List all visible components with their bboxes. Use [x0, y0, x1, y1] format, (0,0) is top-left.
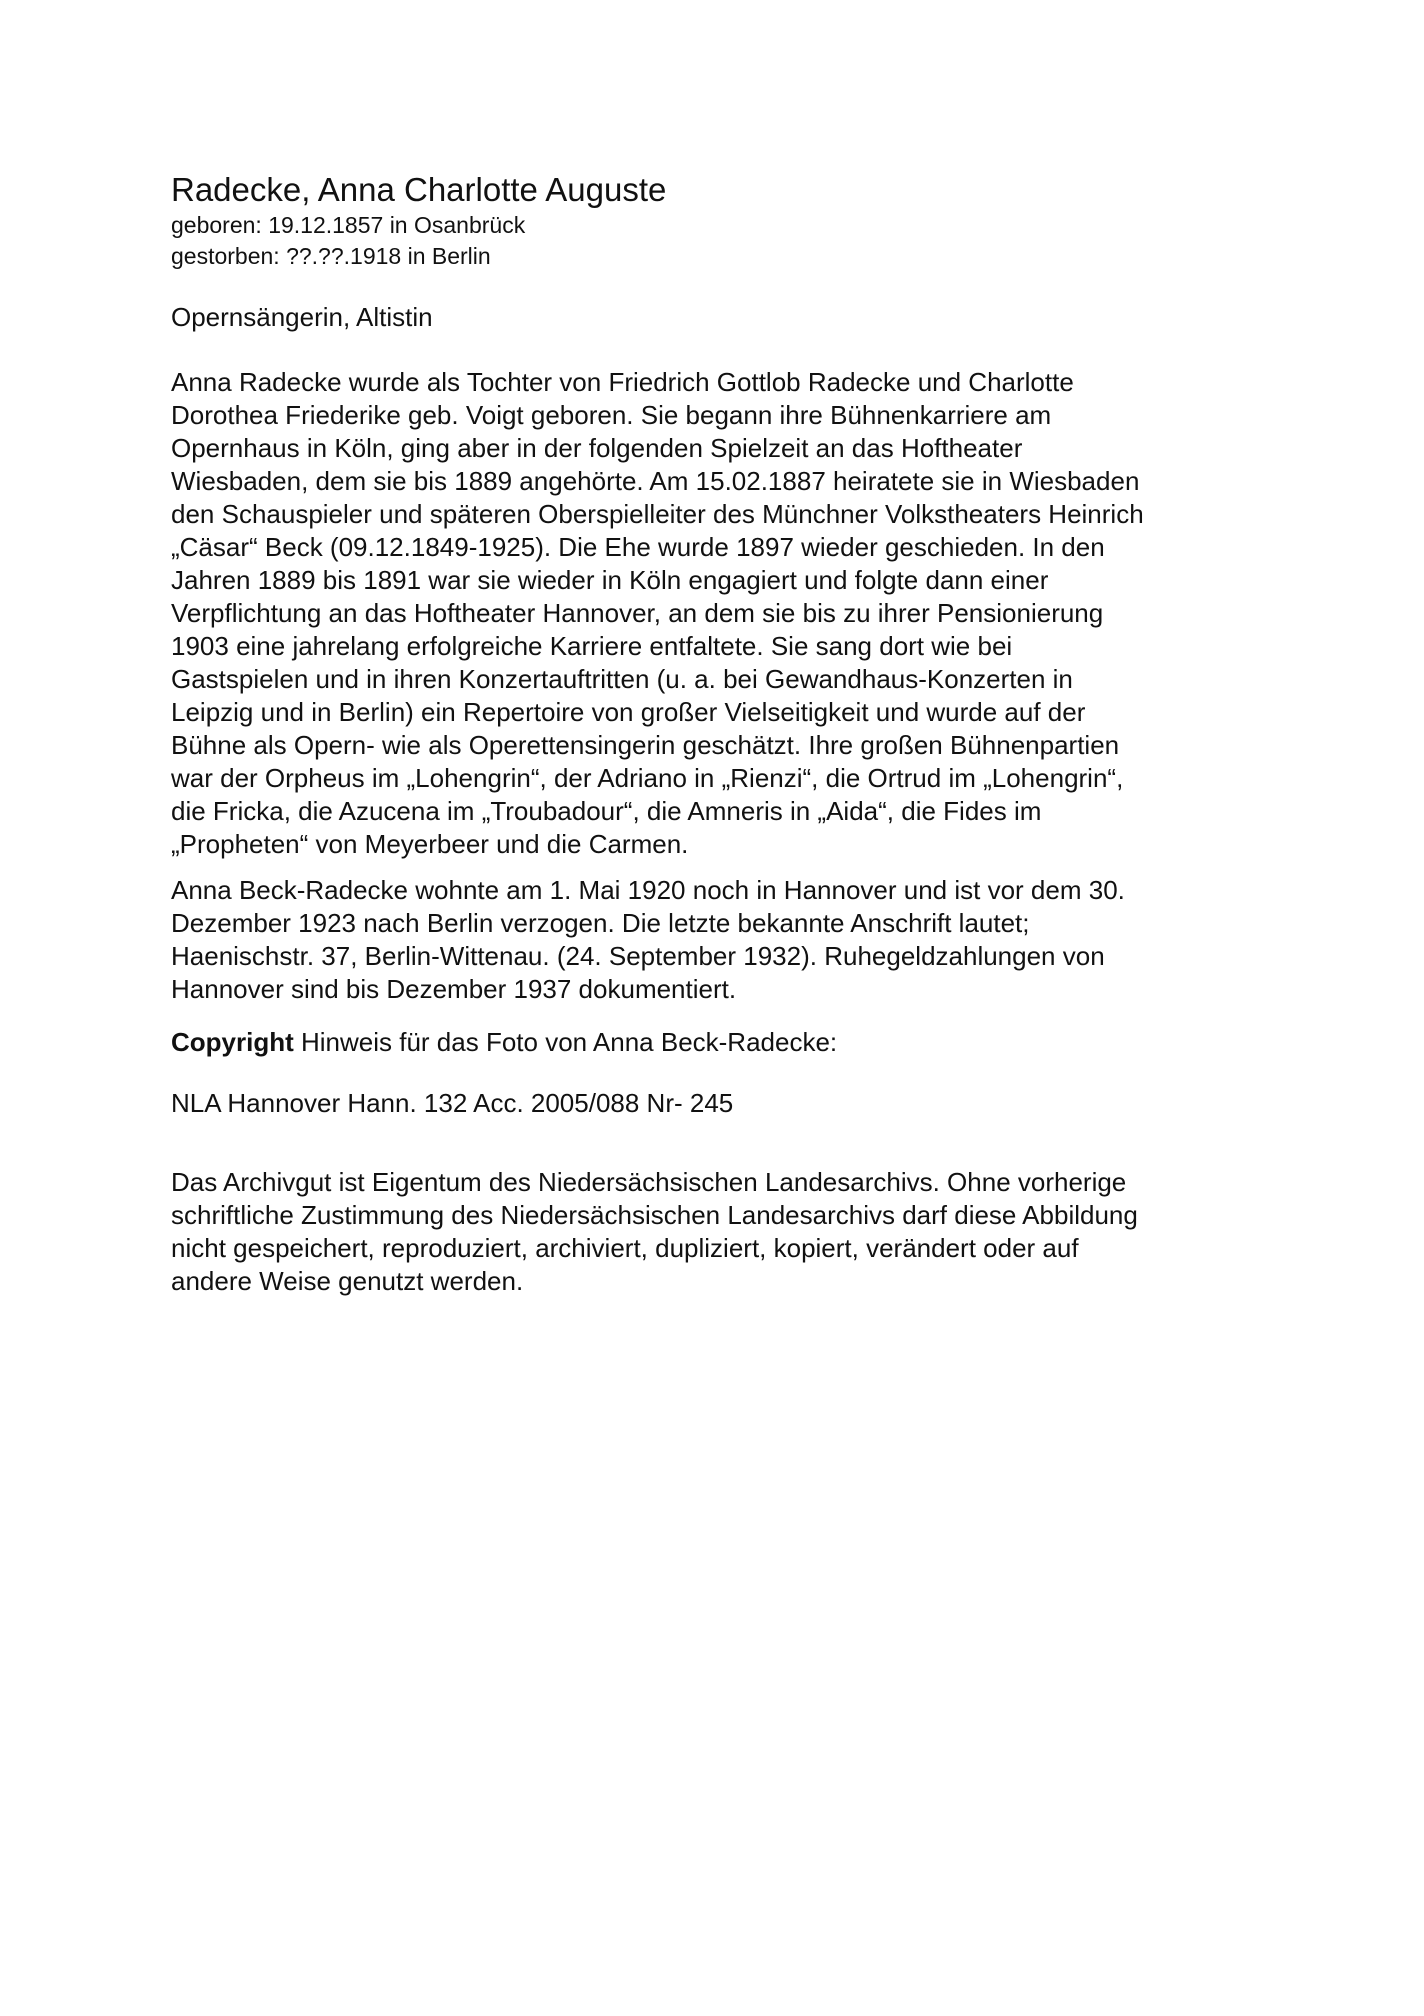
person-name-heading: Radecke, Anna Charlotte Auguste [171, 171, 667, 208]
residence-line: Haenischstr. 37, Berlin-Wittenau. (24. September 1932). Ruhegeldzahlungen von [171, 941, 1105, 971]
biography-line: Wiesbaden, dem sie bis 1889 angehörte. Am 15.02.1887 heiratete sie in Wiesbaden [171, 466, 1140, 496]
biography-line: 1903 eine jahrelang erfolgreiche Karriere entfaltete. Sie sang dort wie bei [171, 631, 1013, 661]
biography-line: die Fricka, die Azucena im „Troubadour“, die Amneris in „Aida“, die Fides im [171, 796, 1042, 826]
archive-source: NLA Hannover Hann. 132 Acc. 2005/088 Nr- 245 [171, 1088, 734, 1118]
profession: Opernsängerin, Altistin [171, 302, 433, 332]
residence-paragraph [171, 874, 1281, 1006]
death-info: gestorben: ??.??.1918 in Berlin [171, 243, 491, 269]
biography-line: Gastspielen und in ihren Konzertauftritten (u. a. bei Gewandhaus-Konzerten in [171, 664, 1073, 694]
residence-line: Hannover sind bis Dezember 1937 dokumentiert. [171, 974, 737, 1004]
biography-line: Opernhaus in Köln, ging aber in der folgenden Spielzeit an das Hoftheater [171, 433, 1023, 463]
biography-line: Bühne als Opern- wie als Operettensingerin geschätzt. Ihre großen Bühnenpartien [171, 730, 1120, 760]
notice-line: schriftliche Zustimmung des Niedersächsischen Landesarchivs darf diese Abbildung [171, 1200, 1138, 1230]
document-page [171, 170, 1281, 1298]
copyright-label: Copyright [171, 1027, 294, 1057]
copyright-text: Hinweis für das Foto von Anna Beck-Radecke: [293, 1027, 838, 1057]
biography-line: Jahren 1889 bis 1891 war sie wieder in Köln engagiert und folgte dann einer [171, 565, 1049, 595]
biography-line: Leipzig und in Berlin) ein Repertoire von großer Vielseitigkeit und wurde auf der [171, 697, 1086, 727]
biography-line: Verpflichtung an das Hoftheater Hannover, an dem sie bis zu ihrer Pensionierung [171, 598, 1104, 628]
residence-line: Dezember 1923 nach Berlin verzogen. Die letzte bekannte Anschrift lautet; [171, 908, 1030, 938]
copyright-note [171, 1026, 1281, 1059]
notice-line: Das Archivgut ist Eigentum des Niedersächsischen Landesarchivs. Ohne vorherige [171, 1167, 1127, 1197]
biography-line: „Cäsar“ Beck (09.12.1849-1925). Die Ehe wurde 1897 wieder geschieden. In den [171, 532, 1105, 562]
biography-line: den Schauspieler und späteren Oberspielleiter des Münchner Volkstheaters Heinrich [171, 499, 1144, 529]
usage-notice-paragraph [171, 1166, 1281, 1298]
residence-line: Anna Beck-Radecke wohnte am 1. Mai 1920 noch in Hannover und ist vor dem 30. [171, 875, 1125, 905]
biography-line: Dorothea Friederike geb. Voigt geboren. Sie begann ihre Bühnenkarriere am [171, 400, 1052, 430]
notice-line: andere Weise genutzt werden. [171, 1266, 524, 1296]
biography-line: „Propheten“ von Meyerbeer und die Carmen. [171, 829, 689, 859]
notice-line: nicht gespeichert, reproduziert, archiviert, dupliziert, kopiert, verändert oder auf [171, 1233, 1079, 1263]
biography-line: war der Orpheus im „Lohengrin“, der Adriano in „Rienzi“, die Ortrud im „Lohengrin“, [171, 763, 1124, 793]
biography-line: Anna Radecke wurde als Tochter von Friedrich Gottlob Radecke und Charlotte [171, 367, 1074, 397]
birth-info: geboren: 19.12.1857 in Osanbrück [171, 212, 526, 238]
biography-paragraph [171, 366, 1281, 861]
